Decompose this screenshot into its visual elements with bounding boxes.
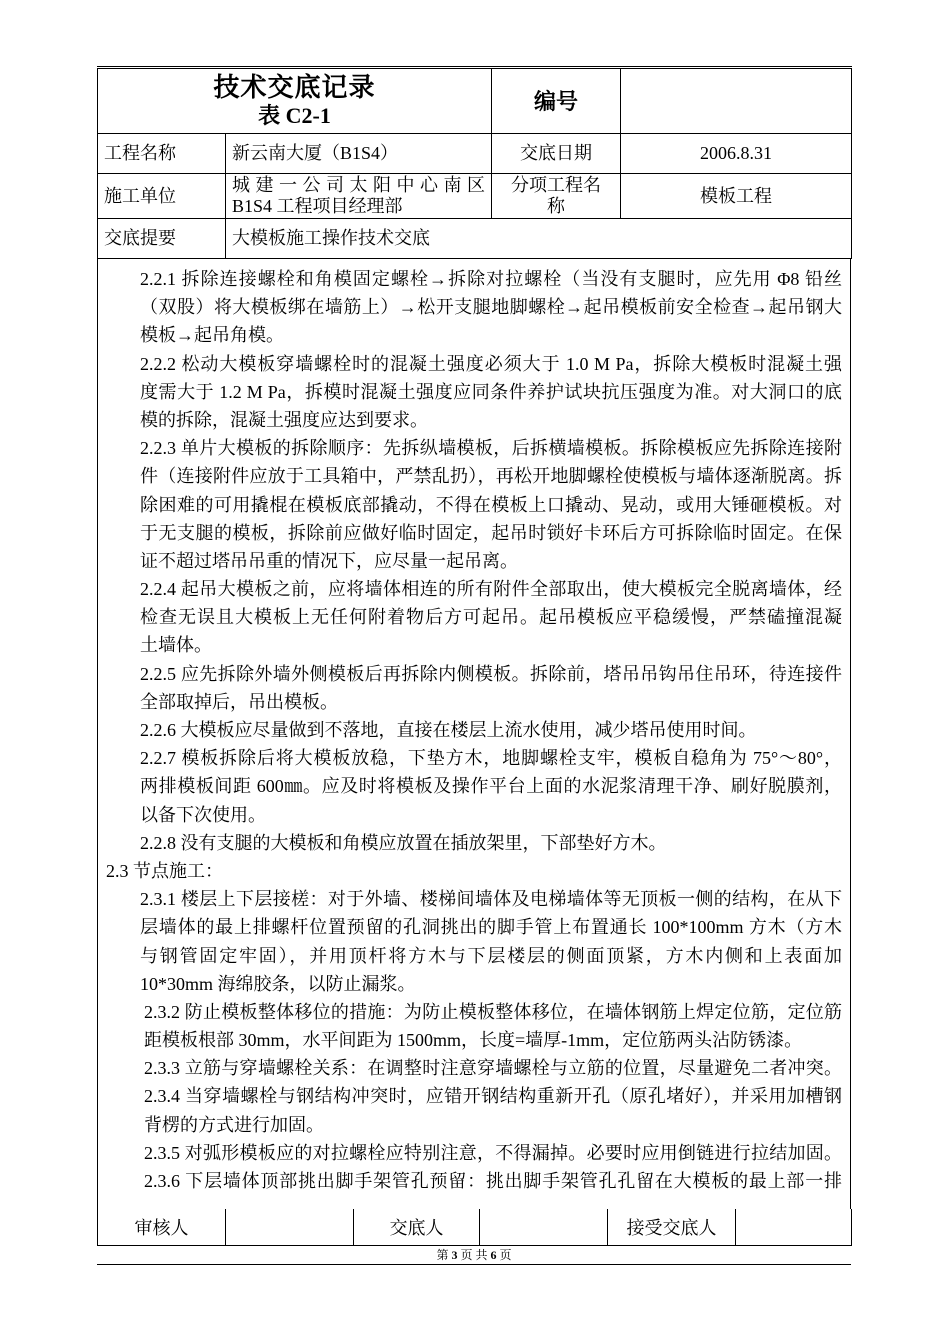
body-line: 以备下次使用。: [140, 804, 266, 825]
body-line: 两排模板间距 600㎜。应及时将模板及操作平台上面的水泥浆清理干净、刷好脱膜剂，: [140, 776, 842, 797]
unit-value-line1: 城建一公司太阳中心南区: [232, 175, 486, 195]
sub-project-label-line1: 分项工程名: [511, 175, 602, 195]
body-line: 除困难的可用撬棍在模板底部撬动，不得在模板上口撬动、晃动，或用大锤砸模板。对: [140, 494, 842, 515]
body-line: 于无支腿的模板，拆除前应做好临时固定，起吊时锁好卡环后方可拆除临时固定。在保: [140, 522, 842, 543]
body-line: 件（连接附件应放于工具箱中，严禁乱扔），再松开地脚螺栓使模板与墙体逐渐脱离。拆: [140, 466, 842, 487]
body-line: 土墙体。: [140, 635, 212, 656]
body-line: 2.3.5 对弧形模板应的对拉螺栓应特别注意，不得漏掉。必要时应用倒链进行拉结加固。: [144, 1142, 842, 1163]
project-name-label: 工程名称: [98, 134, 226, 174]
footer-middle: 页 共: [460, 1248, 488, 1262]
record-header-table: [97, 66, 852, 259]
body-line: 全部取掉后，吊出模板。: [140, 691, 338, 712]
number-value: [621, 68, 852, 134]
body-line: 模的拆除，混凝土强度应达到要求。: [140, 409, 428, 430]
unit-label: 施工单位: [98, 174, 226, 219]
summary-value: 大模板施工操作技术交底: [226, 219, 852, 259]
body-line: 2.3.6 下层墙体顶部挑出脚手架管孔预留：挑出脚手架管孔孔留在大模板的最上部一排: [144, 1171, 842, 1191]
receiver-label: 接受交底人: [608, 1209, 736, 1246]
disclosure-content: [97, 259, 851, 1201]
discloser-label: 交底人: [354, 1209, 480, 1246]
body-line: 度需大于 1.2 M Pa，拆模时混凝土强度应同条件养护试块抗压强度为准。对大洞口的底: [140, 381, 842, 402]
discloser-signature-field[interactable]: [480, 1209, 608, 1246]
body-line: 检查无误且大模板上无任何附着物后方可起吊。起吊模板应平稳缓慢，严禁磕撞混凝: [140, 607, 842, 628]
sub-project-label-line2: 称: [547, 196, 566, 216]
footer-prefix: 第: [436, 1248, 449, 1262]
section-heading: 2.3 节点施工：: [106, 860, 223, 881]
body-line: 与钢管固定牢固），并用顶杆将方木与下层楼层的侧面顶紧，方木内侧和上表面加: [140, 945, 842, 966]
unit-value-line2: B1S4 工程项目经理部: [232, 196, 403, 216]
date-label: 交底日期: [492, 134, 621, 174]
receiver-signature-field[interactable]: [736, 1209, 852, 1246]
form-code: 表 C2-1: [258, 103, 331, 128]
body-line: 2.3.2 防止模板整体移位的措施：为防止模板整体移位，在墙体钢筋上焊定位筋，定位筋: [144, 1001, 842, 1022]
body-line: 2.2.3 单片大模板的拆除顺序：先拆纵墙模板，后拆横墙模板。拆除模板应先拆除连接附: [140, 438, 842, 459]
body-line: 2.2.8 没有支腿的大模板和角模应放置在插放架里，下部垫好方木。: [140, 832, 667, 853]
reviewer-label: 审核人: [98, 1209, 226, 1246]
page-footer: [97, 1245, 851, 1265]
summary-label: 交底提要: [98, 219, 226, 259]
total-page-count: 6: [490, 1248, 497, 1262]
signature-spacer: [97, 1201, 851, 1209]
body-line: 2.3.3 立筋与穿墙螺栓关系：在调整时注意穿墙螺栓与立筋的位置，尽量避免二者冲突。: [144, 1058, 842, 1079]
sub-project-value: 模板工程: [621, 174, 852, 219]
body-line: 层墙体的最上排螺杆位置预留的孔洞挑出的脚手管上布置通长 100*100mm 方木（方木: [140, 917, 842, 938]
body-line: 模板→起吊角模。: [140, 325, 284, 346]
unit-value: [226, 174, 492, 219]
body-line: 证不超过塔吊吊重的情况下，应尽量一起吊离。: [140, 550, 518, 571]
body-line: 2.2.4 起吊大模板之前，应将墙体相连的所有附件全部取出，使大模板完全脱离墙体，经: [140, 579, 842, 600]
body-line: 2.2.6 大模板应尽量做到不落地，直接在楼层上流水使用，减少塔吊使用时间。: [140, 720, 757, 740]
project-name-value: 新云南大厦（B1S4）: [226, 134, 492, 174]
body-line: 距模板根部 30mm，水平间距为 1500mm，长度=墙厚-1mm，定位筋两头沾防锈漆。: [144, 1030, 803, 1051]
body-line: 2.2.2 松动大模板穿墙螺栓时的混凝土强度必须大于 1.0 M Pa，拆除大模板时混凝土强: [140, 353, 842, 374]
body-line: 10*30mm 海绵胶条，以防止漏浆。: [140, 973, 416, 994]
reviewer-signature-field[interactable]: [226, 1209, 354, 1246]
body-line: 2.2.5 应先拆除外墙外侧模板后再拆除内侧模板。拆除前，塔吊吊钩吊住吊环，待连接件: [140, 663, 842, 684]
body-line: （双股）将大模板绑在墙筋上）→松开支腿地脚螺栓→起吊模板前安全检查→起吊钢大: [140, 297, 842, 318]
sub-project-label: [492, 174, 621, 219]
document-title: 技术交底记录: [213, 73, 376, 102]
current-page-number: 3: [451, 1248, 458, 1262]
footer-suffix: 页: [499, 1248, 512, 1262]
title-cell: [98, 68, 492, 134]
date-value: 2006.8.31: [621, 134, 852, 174]
signature-table: [97, 1209, 852, 1246]
body-line: 2.3.4 当穿墙螺栓与钢结构冲突时，应错开钢结构重新开孔（原孔堵好），并采用加槽钢: [144, 1086, 842, 1107]
body-line: 2.3.1 楼层上下层接槎：对于外墙、楼梯间墙体及电梯墙体等无顶板一侧的结构，在从下: [140, 889, 842, 910]
body-line: 2.2.7 模板拆除后将大模板放稳，下垫方木，地脚螺栓支牢，模板自稳角为 75°～80°，: [140, 748, 842, 769]
body-line: 2.2.1 拆除连接螺栓和角模固定螺栓→拆除对拉螺栓（当没有支腿时，应先用 Φ8 铅丝: [140, 269, 842, 289]
body-line: 背楞的方式进行加固。: [144, 1114, 324, 1135]
number-label: 编号: [492, 68, 621, 134]
